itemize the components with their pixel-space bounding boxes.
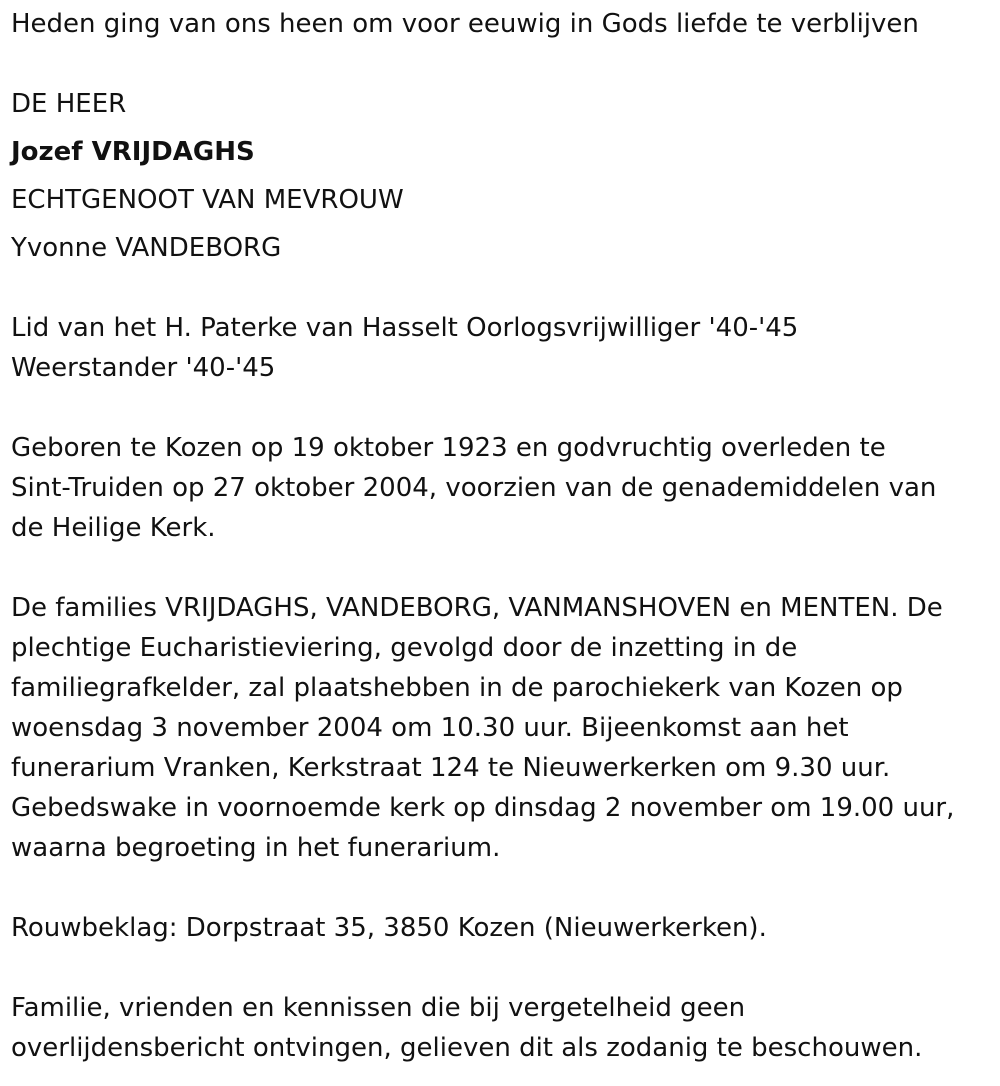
- spouse-name: Yvonne VANDEBORG: [11, 233, 282, 263]
- ceremony-paragraph: [11, 588, 986, 868]
- memberships-paragraph: [11, 308, 986, 388]
- condolences-paragraph: [11, 908, 986, 948]
- birth-death-line: de Heilige Kerk.: [11, 513, 216, 543]
- closing-line: Familie, vrienden en kennissen die bij vergetelheid geen: [11, 993, 746, 1023]
- person-relation: ECHTGENOOT VAN MEVROUW: [11, 185, 404, 215]
- ceremony-line: woensdag 3 november 2004 om 10.30 uur. Bijeenkomst aan het: [11, 713, 849, 743]
- ceremony-line: De families VRIJDAGHS, VANDEBORG, VANMANSHOVEN en MENTEN. De: [11, 593, 943, 623]
- person-title: DE HEER: [11, 89, 127, 119]
- birth-death-paragraph: [11, 428, 986, 548]
- condolences-line: Rouwbeklag: Dorpstraat 35, 3850 Kozen (Nieuwerkerken).: [11, 913, 767, 943]
- person-name: Jozef VRIJDAGHS: [11, 137, 255, 167]
- birth-death-line: Sint-Truiden op 27 oktober 2004, voorzien van de genademiddelen van: [11, 473, 937, 503]
- closing-paragraph: [11, 988, 986, 1068]
- birth-death-line: Geboren te Kozen op 19 oktober 1923 en godvruchtig overleden te: [11, 433, 886, 463]
- ceremony-line: Gebedswake in voornoemde kerk op dinsdag 2 november om 19.00 uur,: [11, 793, 955, 823]
- ceremony-line: waarna begroeting in het funerarium.: [11, 833, 501, 863]
- obituary-notice: [11, 4, 986, 1068]
- closing-line: overlijdensbericht ontvingen, gelieven dit als zodanig te beschouwen.: [11, 1033, 923, 1063]
- ceremony-line: funerarium Vranken, Kerkstraat 124 te Nieuwerkerken om 9.30 uur.: [11, 753, 891, 783]
- ceremony-line: plechtige Eucharistieviering, gevolgd door de inzetting in de: [11, 633, 798, 663]
- membership-line: Weerstander '40-'45: [11, 353, 276, 383]
- membership-line: Lid van het H. Paterke van Hasselt Oorlogsvrijwilliger '40-'45: [11, 313, 799, 343]
- person-block: [11, 80, 986, 272]
- intro-line: Heden ging van ons heen om voor eeuwig in Gods liefde te verblijven: [11, 9, 919, 39]
- ceremony-line: familiegrafkelder, zal plaatshebben in de parochiekerk van Kozen op: [11, 673, 903, 703]
